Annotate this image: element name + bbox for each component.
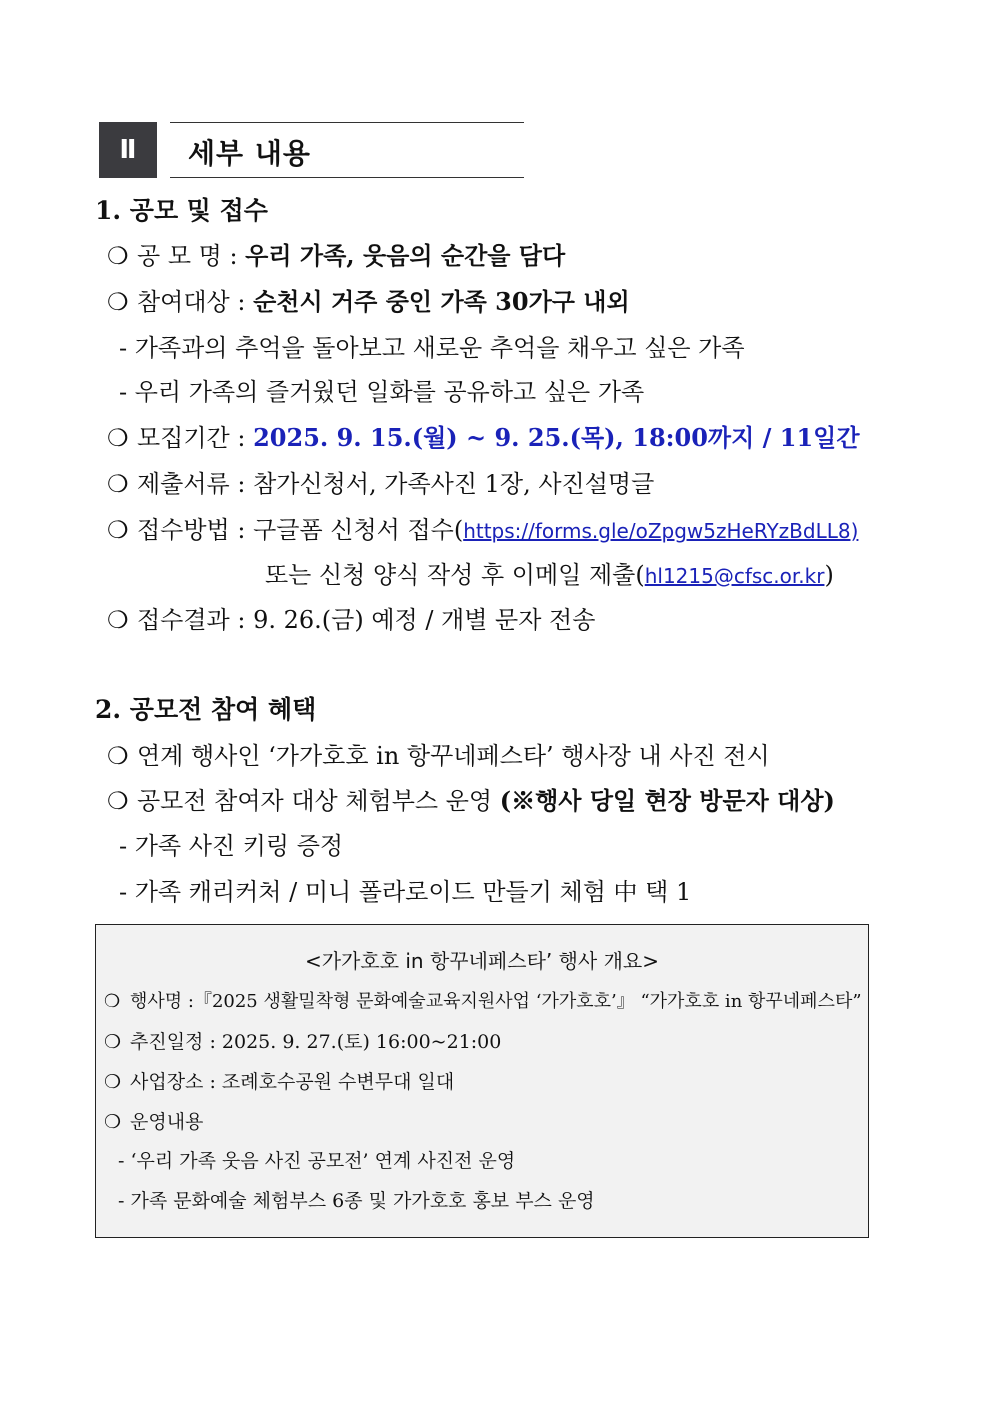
event-ops-text: 운영내용 bbox=[130, 1111, 204, 1133]
event-overview-box bbox=[95, 924, 869, 1238]
event-ops-detail-2: - 가족 문화예술 체험부스 6종 및 가가호호 홍보 부스 운영 bbox=[118, 1190, 595, 1212]
target-label: 참여대상 : bbox=[137, 288, 246, 316]
contest-name-label: 공 모 명 : bbox=[137, 242, 238, 270]
bullet-icon: ❍ bbox=[107, 787, 129, 815]
method-email-close: ) bbox=[824, 561, 834, 589]
email-link[interactable]: hl1215@cfsc.or.kr bbox=[644, 564, 825, 588]
benefit-1-row bbox=[107, 741, 770, 771]
bullet-icon: ❍ bbox=[104, 1111, 122, 1133]
target-value: 순천시 거주 중인 가족 30가구 내외 bbox=[253, 287, 630, 316]
docs-value: 참가신청서, 가족사진 1장, 사진설명글 bbox=[253, 470, 655, 498]
period-label: 모집기간 : bbox=[137, 424, 246, 452]
section-number-badge bbox=[99, 122, 157, 178]
form-link[interactable]: https://forms.gle/oZpgw5zHeRYzBdLL8) bbox=[463, 519, 859, 543]
bullet-icon: ❍ bbox=[107, 742, 129, 770]
event-ops-detail-1: - ‘우리 가족 웃음 사진 공모전’ 연계 사진전 운영 bbox=[118, 1150, 516, 1172]
benefit-detail-1: - 가족 사진 키링 증정 bbox=[119, 832, 344, 860]
bullet-icon: ❍ bbox=[104, 1071, 122, 1093]
event-overview-title: <가가호호 in 항꾸네페스타’ 행사 개요> bbox=[304, 949, 659, 973]
period-row bbox=[107, 423, 860, 453]
target-detail-2: - 우리 가족의 즐거웠던 일화를 공유하고 싶은 가족 bbox=[119, 378, 645, 406]
event-place-row bbox=[104, 1070, 454, 1094]
bullet-icon: ❍ bbox=[104, 1031, 122, 1053]
section-header bbox=[170, 122, 524, 178]
docs-label: 제출서류 : bbox=[137, 470, 246, 498]
contest-name-row bbox=[107, 241, 565, 271]
event-name-text: 행사명 :『2025 생활밀착형 문화예술교육지원사업 ‘가가호호’』 “가가호호 in 항꾸네페스타” bbox=[130, 991, 862, 1012]
method-label: 접수방법 : bbox=[137, 516, 246, 544]
result-label: 접수결과 : bbox=[137, 606, 246, 634]
event-schedule-row bbox=[104, 1030, 501, 1054]
section-1-title: 1. 공모 및 접수 bbox=[95, 196, 268, 225]
event-name-row bbox=[104, 990, 862, 1014]
method-row bbox=[107, 515, 858, 546]
bullet-icon: ❍ bbox=[107, 288, 129, 316]
section-2-title: 2. 공모전 참여 혜택 bbox=[95, 695, 317, 724]
benefit-2-note: (※행사 당일 현장 방문자 대상) bbox=[499, 786, 835, 815]
period-value: 2025. 9. 15.(월) ~ 9. 25.(목), 18:00까지 / 11일간 bbox=[253, 423, 860, 452]
event-ops-row bbox=[104, 1110, 203, 1134]
event-schedule-text: 추진일정 : 2025. 9. 27.(토) 16:00~21:00 bbox=[130, 1031, 502, 1053]
benefit-2-row bbox=[107, 786, 835, 816]
bullet-icon: ❍ bbox=[104, 991, 121, 1012]
result-value: 9. 26.(금) 예정 / 개별 문자 전송 bbox=[253, 606, 596, 634]
target-row bbox=[107, 287, 630, 317]
section-title: 세부 내용 bbox=[188, 137, 311, 170]
bullet-icon: ❍ bbox=[107, 516, 129, 544]
contest-name-value: 우리 가족, 웃음의 순간을 담다 bbox=[245, 241, 566, 270]
bullet-icon: ❍ bbox=[107, 242, 129, 270]
method-text: 구글폼 신청서 접수( bbox=[253, 516, 464, 544]
docs-row bbox=[107, 469, 654, 499]
bullet-icon: ❍ bbox=[107, 424, 129, 452]
target-detail-1: - 가족과의 추억을 돌아보고 새로운 추억을 채우고 싶은 가족 bbox=[119, 334, 745, 362]
event-place-text: 사업장소 : 조례호수공원 수변무대 일대 bbox=[130, 1071, 455, 1093]
benefit-1-text: 연계 행사인 ‘가가호호 in 항꾸네페스타’ 행사장 내 사진 전시 bbox=[137, 742, 770, 770]
benefit-2-text: 공모전 참여자 대상 체험부스 운영 bbox=[137, 787, 500, 815]
method-email-text: 또는 신청 양식 작성 후 이메일 제출( bbox=[265, 561, 645, 589]
benefit-detail-2: - 가족 캐리커처 / 미니 폴라로이드 만들기 체험 中 택 1 bbox=[119, 878, 692, 906]
method-row-2 bbox=[265, 560, 834, 591]
section-number: Ⅱ bbox=[119, 135, 137, 165]
result-row bbox=[107, 605, 595, 635]
bullet-icon: ❍ bbox=[107, 470, 129, 498]
bullet-icon: ❍ bbox=[107, 606, 129, 634]
